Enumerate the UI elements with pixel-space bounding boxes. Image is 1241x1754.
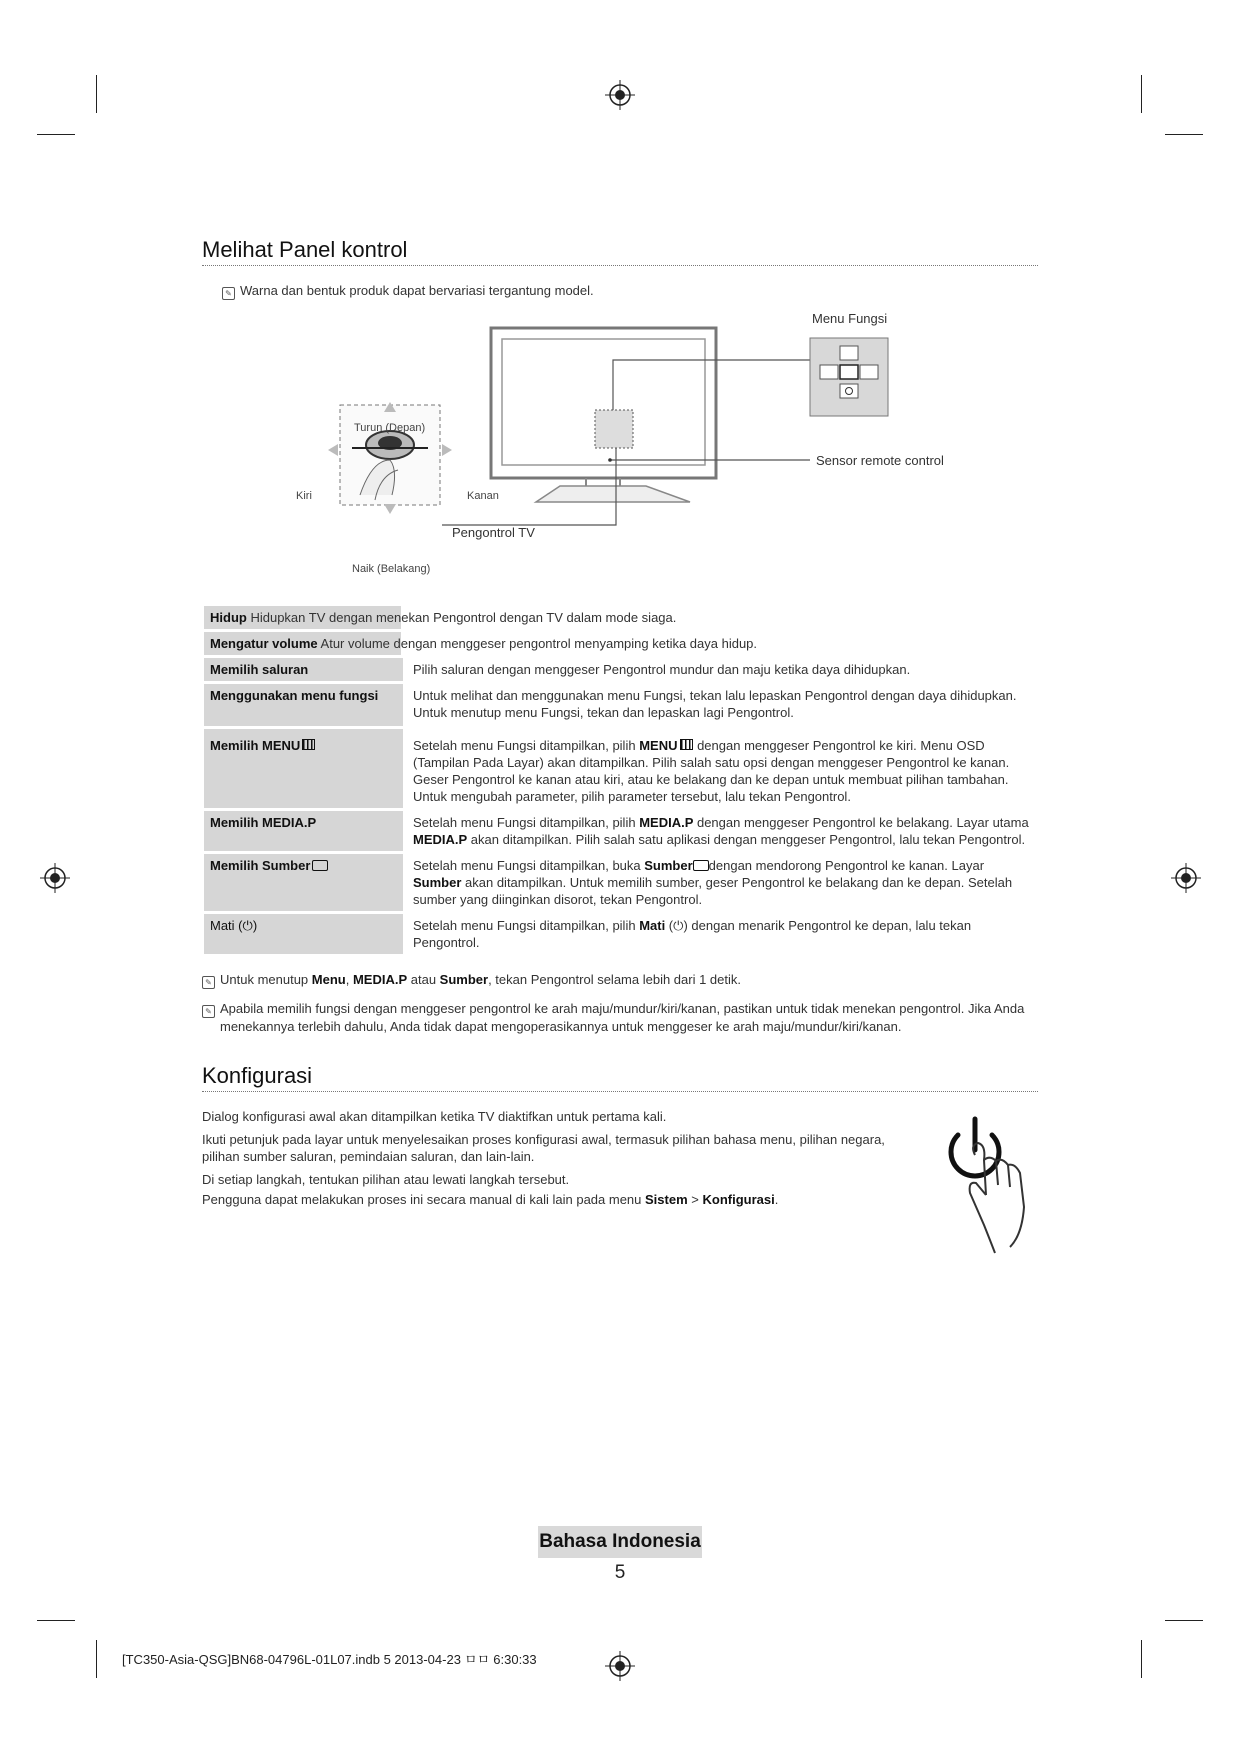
desc-part: akan ditampilkan. Untuk memilih sumber, geser Pengontrol ke belakang dan ke depan. Setelah sumber yang diinginkan disorot, tekan Pengontrol. — [413, 875, 1013, 907]
table-row — [204, 914, 1036, 954]
paragraph: Di setiap langkah, tentukan pilihan atau lewati langkah tersebut. — [202, 1172, 570, 1187]
desc-part: dengan menggeser Pengontrol ke kiri. Menu OSD (Tampilan Pada Layar) akan ditampilkan. Pilih salah satu opsi dengan menggeser Pengontrol ke kanan. Geser Pengontrol ke kanan atau kiri, atau ke belakang dan ke depan untuk membuat pilihan tambahan. Untuk mengubah parameter, pilih parameter tersebut, lalu tekan Pengontrol. — [413, 738, 1010, 804]
section-title: Konfigurasi — [202, 1063, 313, 1088]
crop-mark — [1141, 75, 1142, 113]
label-sensor: Sensor remote control — [816, 453, 944, 468]
desc-part: MEDIA.P — [639, 815, 694, 830]
desc-part: Mati — [639, 918, 666, 933]
row-desc: Atur volume dengan menggeser pengontrol menyamping ketika daya hidup. — [320, 636, 758, 651]
desc-part: dengan mendorong Pengontrol ke kanan. Layar — [708, 858, 985, 873]
row-key: Menggunakan menu fungsi — [204, 684, 403, 726]
row-key: Memilih saluran — [204, 658, 403, 681]
table-cell — [204, 632, 1036, 655]
row-desc: Hidupkan TV dengan menekan Pengontrol dengan TV dalam mode siaga. — [250, 610, 677, 625]
registration-mark-icon — [1171, 863, 1201, 893]
desc-part: akan ditampilkan. Pilih salah satu aplikasi dengan menggeser Pengontrol, lalu tekan Pengontrol. — [467, 832, 1026, 847]
note-part: Sumber — [439, 972, 489, 987]
row-desc — [403, 811, 1036, 851]
registration-mark-icon — [605, 80, 635, 110]
row-key-text: Memilih MENU — [210, 738, 301, 753]
note-part: Menu — [311, 972, 346, 987]
note-icon: ✎ — [202, 1005, 215, 1018]
row-desc — [403, 729, 1036, 808]
note — [222, 283, 594, 300]
table-row — [204, 729, 1036, 808]
desc-part: Setelah menu Fungsi ditampilkan, pilih — [413, 738, 640, 753]
crop-mark — [96, 75, 97, 113]
label-menu-fungsi: Menu Fungsi — [812, 311, 888, 326]
para-part: Pengguna dapat melakukan proses ini secara manual di kali lain pada menu — [202, 1192, 646, 1207]
paragraph: Ikuti petunjuk pada layar untuk menyelesaikan proses konfigurasi awal, termasuk pilihan bahasa menu, pilihan negara, pilihan sumber saluran, pemindaian saluran, dan lain-lain. — [202, 1132, 885, 1164]
crop-mark — [37, 134, 75, 135]
row-key — [204, 854, 403, 911]
crop-mark — [1165, 1620, 1203, 1621]
source-icon — [693, 860, 709, 871]
row-key-text: Memilih Sumber — [210, 858, 311, 873]
file-info: [TC350-Asia-QSG]BN68-04796L-01L07.indb 5 2013-04-23 ㅁㅁ 6:30:33 — [122, 1652, 537, 1667]
divider — [202, 265, 1038, 266]
paragraph — [202, 1191, 922, 1208]
desc-part: Sumber — [644, 858, 693, 873]
crop-mark — [1165, 134, 1203, 135]
row-key: Mati (⏻) — [204, 914, 403, 954]
note-icon: ✎ — [202, 976, 215, 989]
crop-mark — [37, 1620, 75, 1621]
desc-part: dengan menarik Pengontrol ke depan, lalu tekan Pengontrol. — [413, 918, 972, 950]
note-part: Untuk menutup — [220, 972, 312, 987]
language-badge: Bahasa Indonesia — [538, 1526, 702, 1558]
row-desc — [403, 854, 1036, 911]
table-row — [204, 811, 1036, 851]
desc-part: Setelah menu Fungsi ditampilkan, buka — [413, 858, 645, 873]
note — [202, 1000, 1050, 1035]
table-row — [204, 632, 1036, 655]
row-desc: Pilih saluran dengan menggeser Pengontrol mundur dan maju ketika daya dihidupkan. — [413, 662, 911, 677]
desc-part: MENU — [639, 738, 678, 753]
para-part: Sistem — [645, 1192, 688, 1207]
crop-mark — [96, 1640, 97, 1678]
table-row — [204, 854, 1036, 911]
table-cell — [204, 606, 1036, 629]
menu-grid-icon — [680, 739, 693, 750]
row-key: Mengatur volume — [210, 636, 318, 651]
note-part: atau — [407, 972, 440, 987]
label-kiri: Kiri — [296, 490, 312, 502]
para-part: Konfigurasi — [702, 1192, 775, 1207]
menu-grid-icon — [302, 739, 315, 750]
label-kanan: Kanan — [467, 490, 499, 502]
label-pengontrol: Pengontrol TV — [452, 525, 535, 540]
desc-part: Sumber — [413, 875, 462, 890]
source-icon — [312, 860, 328, 871]
row-desc: Untuk melihat dan menggunakan menu Fungsi, tekan lalu lepaskan Pengontrol dengan daya dihidupkan. Untuk menutup menu Fungsi, tekan dan lepaskan lagi Pengontrol. — [413, 688, 1017, 720]
table-row — [204, 684, 1036, 726]
para-part: . — [774, 1192, 779, 1207]
page-number: 5 — [614, 1562, 626, 1583]
note-text: Warna dan bentuk produk dapat bervariasi tergantung model. — [240, 283, 594, 298]
note-icon: ✎ — [222, 287, 235, 300]
section-title: Melihat Panel kontrol — [202, 237, 408, 262]
desc-part: MEDIA.P — [413, 832, 468, 847]
desc-part: dengan menggeser Pengontrol ke belakang. Layar utama — [693, 815, 1029, 830]
registration-mark-icon — [605, 1651, 635, 1681]
registration-mark-icon — [40, 863, 70, 893]
note-part: , tekan Pengontrol selama lebih dari 1 detik. — [488, 972, 742, 987]
row-key-text: Mati — [210, 918, 235, 933]
table-row — [204, 606, 1036, 629]
label-naik: Naik (Belakang) — [352, 563, 431, 575]
paragraph: Dialog konfigurasi awal akan ditampilkan ketika TV diaktifkan untuk pertama kali. — [202, 1109, 667, 1124]
tv-stand — [536, 486, 690, 502]
row-key — [204, 729, 403, 808]
desc-part: Setelah menu Fungsi ditampilkan, pilih — [413, 918, 640, 933]
control-panel-diagram — [280, 310, 960, 580]
note-text: Apabila memilih fungsi dengan menggeser pengontrol ke arah maju/mundur/kiri/kanan, pastikan untuk tidak menekan pengontrol. Jika Anda menekannya terlebih dahulu, Anda tidak dapat mengoperasikannya untuk menggeser ke arah maju/mundur/kiri/kanan. — [220, 1001, 1025, 1034]
note-part: , — [345, 972, 353, 987]
hand-power-icon — [940, 1115, 1040, 1255]
note-part: MEDIA.P — [352, 972, 408, 987]
note — [202, 972, 1032, 989]
para-part: > — [687, 1192, 703, 1207]
label-turun: Turun (Depan) — [354, 422, 426, 434]
row-key: Memilih MEDIA.P — [204, 811, 403, 851]
row-desc: Setelah menu Fungsi ditampilkan, pilih Mati (⏻) dengan menarik Pengontrol ke depan, lalu tekan Pengontrol. — [413, 918, 972, 950]
desc-part: Setelah menu Fungsi ditampilkan, pilih — [413, 815, 640, 830]
power-icon: ⏻ — [673, 918, 684, 933]
controls-table — [204, 603, 1036, 957]
row-key: Hidup — [210, 610, 247, 625]
table-row — [204, 658, 1036, 681]
crop-mark — [1141, 1640, 1142, 1678]
power-icon: ⏻ — [242, 918, 253, 933]
divider — [202, 1091, 1038, 1092]
